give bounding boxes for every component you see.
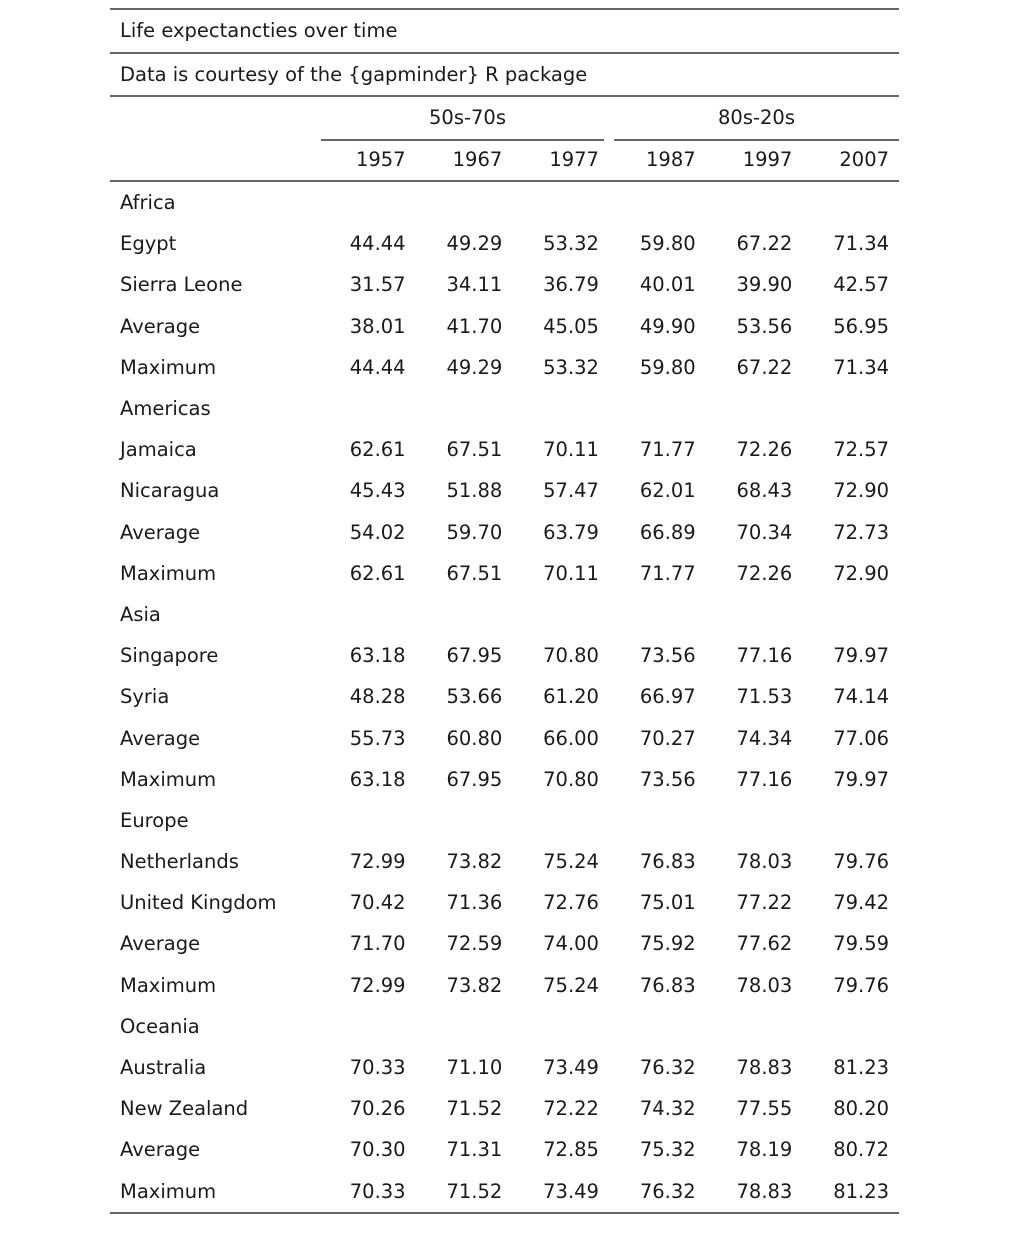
cell-value: 77.06 [833, 726, 890, 750]
cell-value: 67.22 [736, 232, 793, 256]
cell-value: 71.77 [639, 438, 696, 462]
cell-value: 63.18 [349, 767, 406, 791]
cell-value: 71.34 [833, 355, 890, 379]
cell-value: 78.83 [736, 1056, 793, 1080]
cell-value: 36.79 [543, 273, 599, 297]
group-heading-americas: Americas [120, 397, 211, 421]
cell-value: 73.56 [639, 644, 696, 668]
row-label: Average [120, 932, 201, 956]
col-header-1997: 1997 [742, 147, 793, 171]
cell-value: 70.27 [639, 726, 696, 750]
cell-value: 78.03 [736, 973, 793, 997]
table-row [110, 635, 899, 676]
cell-value: 77.16 [736, 644, 793, 668]
row-label: Netherlands [120, 850, 239, 874]
cell-value: 44.44 [349, 232, 406, 256]
cell-value: 59.70 [446, 520, 503, 544]
row-label: Average [120, 520, 201, 544]
cell-value: 72.26 [736, 438, 793, 462]
table-row [110, 306, 899, 347]
cell-value: 55.73 [349, 726, 406, 750]
cell-value: 71.52 [446, 1097, 503, 1121]
group-heading-asia: Asia [120, 602, 161, 626]
table-row [110, 1088, 899, 1129]
cell-value: 76.83 [639, 973, 696, 997]
table-row [110, 1129, 899, 1170]
cell-value: 63.18 [349, 644, 406, 668]
cell-value: 77.55 [736, 1097, 793, 1121]
cell-value: 42.57 [833, 273, 890, 297]
cell-value: 53.32 [543, 355, 599, 379]
row-label: United Kingdom [120, 891, 277, 915]
col-header-1957: 1957 [355, 147, 406, 171]
cell-value: 66.89 [639, 520, 696, 544]
cell-value: 45.05 [543, 314, 599, 338]
table-row [110, 882, 899, 923]
cell-value: 75.92 [639, 932, 696, 956]
row-label: Maximum [120, 561, 217, 585]
cell-value: 71.31 [446, 1138, 503, 1162]
cell-value: 34.11 [446, 273, 503, 297]
cell-value: 75.01 [639, 891, 696, 915]
cell-value: 59.80 [639, 355, 696, 379]
col-header-1967: 1967 [452, 147, 503, 171]
bottom-rule [110, 1212, 899, 1214]
cell-value: 74.32 [639, 1097, 696, 1121]
table-row [110, 676, 899, 717]
table-subtitle: Data is courtesy of the {gapminder} R package [120, 62, 588, 86]
cell-value: 72.90 [833, 479, 890, 503]
cell-value: 76.83 [639, 850, 696, 874]
col-header-1977: 1977 [549, 147, 599, 171]
cell-value: 67.95 [446, 767, 503, 791]
column-headers [110, 139, 899, 181]
table-row [110, 470, 899, 511]
cell-value: 62.61 [349, 561, 406, 585]
cell-value: 67.22 [736, 355, 793, 379]
group-heading-europe: Europe [120, 808, 189, 832]
cell-value: 74.34 [736, 726, 793, 750]
cell-value: 70.33 [349, 1179, 406, 1203]
cell-value: 48.28 [349, 685, 406, 709]
cell-value: 81.23 [833, 1179, 890, 1203]
cell-value: 40.01 [639, 273, 696, 297]
table-row [110, 1047, 899, 1088]
cell-value: 51.88 [446, 479, 503, 503]
cell-value: 72.59 [446, 932, 503, 956]
row-label: Maximum [120, 973, 217, 997]
row-label: Jamaica [120, 438, 197, 462]
spanner-80s-20s: 80s-20s [718, 106, 795, 130]
row-label: Sierra Leone [120, 273, 243, 297]
row-label: Syria [120, 685, 170, 709]
cell-value: 53.66 [446, 685, 503, 709]
cell-value: 53.32 [543, 232, 599, 256]
table-row [110, 1171, 899, 1212]
table-row [110, 223, 899, 264]
life-expectancy-table [110, 8, 899, 1214]
row-label: New Zealand [120, 1097, 249, 1121]
cell-value: 39.90 [736, 273, 793, 297]
cell-value: 67.51 [446, 561, 503, 585]
cell-value: 72.76 [543, 891, 599, 915]
cell-value: 73.82 [446, 850, 503, 874]
cell-value: 80.20 [833, 1097, 890, 1121]
cell-value: 75.24 [543, 850, 599, 874]
cell-value: 73.49 [543, 1179, 599, 1203]
group-heading-africa: Africa [120, 191, 176, 215]
cell-value: 78.83 [736, 1179, 793, 1203]
cell-value: 44.44 [349, 355, 406, 379]
cell-value: 66.00 [543, 726, 599, 750]
cell-value: 60.80 [446, 726, 503, 750]
cell-value: 78.19 [736, 1138, 793, 1162]
cell-value: 66.97 [639, 685, 696, 709]
cell-value: 49.29 [446, 232, 503, 256]
cell-value: 79.97 [833, 644, 890, 668]
cell-value: 70.33 [349, 1056, 406, 1080]
row-label: Average [120, 314, 201, 338]
table-row [110, 512, 899, 553]
row-label: Nicaragua [120, 479, 220, 503]
table-body [110, 182, 899, 1212]
spanner-rule-right [614, 139, 899, 141]
row-label: Singapore [120, 644, 219, 668]
cell-value: 49.29 [446, 355, 503, 379]
column-spanners [110, 97, 899, 139]
cell-value: 79.76 [833, 850, 890, 874]
cell-value: 31.57 [349, 273, 406, 297]
cell-value: 61.20 [543, 685, 599, 709]
cell-value: 72.85 [543, 1138, 599, 1162]
cell-value: 70.11 [543, 561, 599, 585]
cell-value: 71.52 [446, 1179, 503, 1203]
cell-value: 72.90 [833, 561, 890, 585]
cell-value: 80.72 [833, 1138, 890, 1162]
group-heading-oceania: Oceania [120, 1014, 200, 1038]
cell-value: 72.73 [833, 520, 890, 544]
cell-value: 77.62 [736, 932, 793, 956]
table-row [110, 841, 899, 882]
table-row [110, 717, 899, 758]
cell-value: 74.00 [543, 932, 599, 956]
table-title: Life expectancties over time [120, 19, 398, 43]
cell-value: 78.03 [736, 850, 793, 874]
cell-value: 70.30 [349, 1138, 406, 1162]
cell-value: 71.70 [349, 932, 406, 956]
cell-value: 71.77 [639, 561, 696, 585]
table-row [110, 553, 899, 594]
cell-value: 79.76 [833, 973, 890, 997]
cell-value: 70.80 [543, 644, 599, 668]
cell-value: 77.16 [736, 767, 793, 791]
cell-value: 71.53 [736, 685, 793, 709]
cell-value: 75.32 [639, 1138, 696, 1162]
table-row [110, 264, 899, 305]
table-row [110, 965, 899, 1006]
cell-value: 72.99 [349, 850, 406, 874]
cell-value: 56.95 [833, 314, 890, 338]
cell-value: 76.32 [639, 1056, 696, 1080]
cell-value: 70.80 [543, 767, 599, 791]
cell-value: 57.47 [543, 479, 599, 503]
row-label: Maximum [120, 1179, 217, 1203]
cell-value: 63.79 [543, 520, 599, 544]
cell-value: 62.01 [639, 479, 696, 503]
cell-value: 71.34 [833, 232, 890, 256]
row-label: Average [120, 1138, 201, 1162]
cell-value: 72.99 [349, 973, 406, 997]
cell-value: 53.56 [736, 314, 793, 338]
cell-value: 45.43 [349, 479, 406, 503]
cell-value: 70.42 [349, 891, 406, 915]
table-row [110, 347, 899, 388]
table-row [110, 429, 899, 470]
cell-value: 73.82 [446, 973, 503, 997]
spanner-rule-left [321, 139, 604, 141]
cell-value: 62.61 [349, 438, 406, 462]
cell-value: 79.42 [833, 891, 890, 915]
cell-value: 70.11 [543, 438, 599, 462]
cell-value: 67.51 [446, 438, 503, 462]
row-label: Maximum [120, 767, 217, 791]
cell-value: 70.26 [349, 1097, 406, 1121]
cell-value: 59.80 [639, 232, 696, 256]
cell-value: 81.23 [833, 1056, 890, 1080]
cell-value: 73.49 [543, 1056, 599, 1080]
cell-value: 79.59 [833, 932, 890, 956]
cell-value: 74.14 [833, 685, 890, 709]
cell-value: 71.10 [446, 1056, 503, 1080]
cell-value: 72.26 [736, 561, 793, 585]
cell-value: 72.57 [833, 438, 890, 462]
table-row [110, 923, 899, 964]
cell-value: 79.97 [833, 767, 890, 791]
cell-value: 67.95 [446, 644, 503, 668]
cell-value: 49.90 [639, 314, 696, 338]
cell-value: 70.34 [736, 520, 793, 544]
cell-value: 41.70 [446, 314, 503, 338]
cell-value: 38.01 [349, 314, 406, 338]
row-label: Maximum [120, 355, 217, 379]
cell-value: 71.36 [446, 891, 503, 915]
row-label: Egypt [120, 232, 177, 256]
spanner-50s-70s: 50s-70s [429, 106, 506, 130]
cell-value: 76.32 [639, 1179, 696, 1203]
table-row [110, 759, 899, 800]
cell-value: 72.22 [543, 1097, 599, 1121]
cell-value: 68.43 [736, 479, 793, 503]
cell-value: 54.02 [349, 520, 406, 544]
cell-value: 75.24 [543, 973, 599, 997]
cell-value: 73.56 [639, 767, 696, 791]
row-label: Australia [120, 1056, 207, 1080]
row-label: Average [120, 726, 201, 750]
col-header-1987: 1987 [646, 147, 696, 171]
col-header-2007: 2007 [839, 147, 890, 171]
cell-value: 77.22 [736, 891, 793, 915]
